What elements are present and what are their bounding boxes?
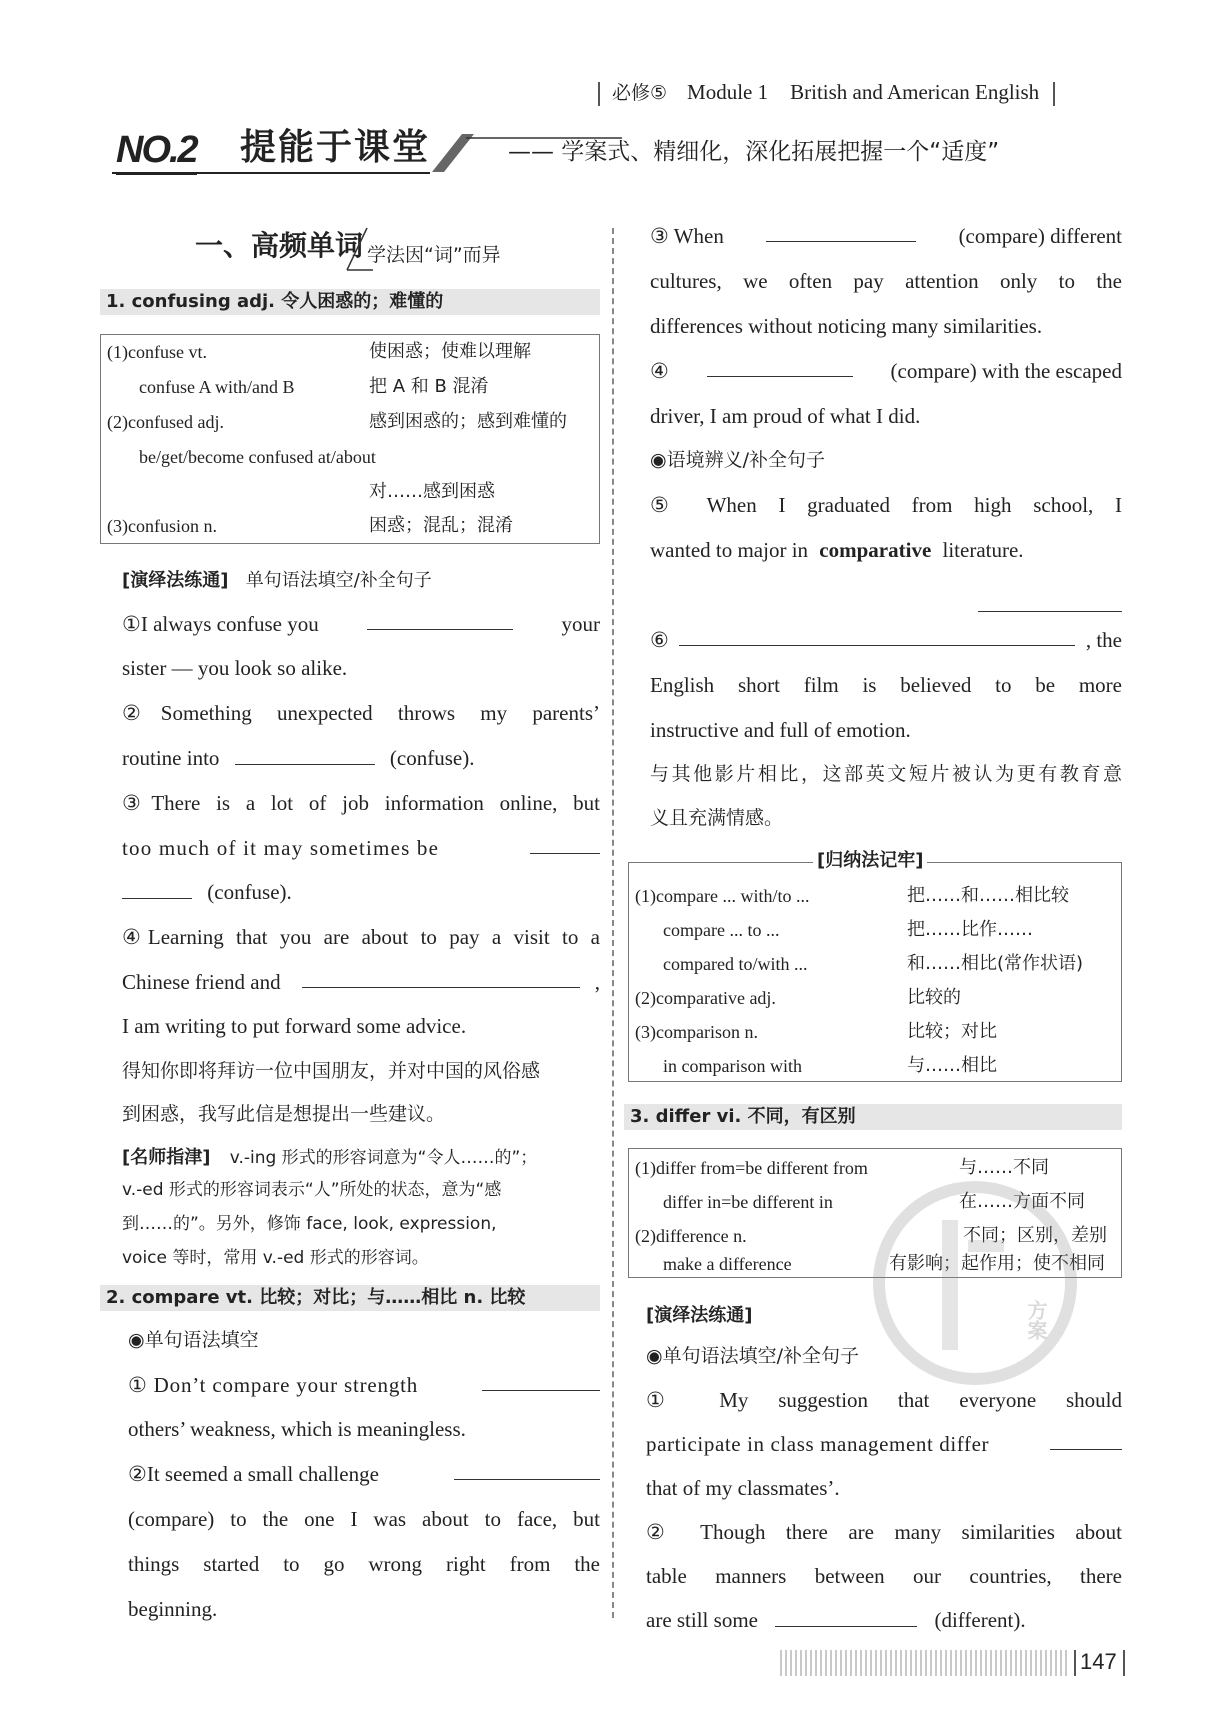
d2-line2: table manners between our countries, there [646,1564,1122,1588]
c6-text-a: ⑥ [650,628,669,652]
practice-tag-2: [演绎法练通] [646,1305,753,1326]
q4-line3: I am writing to put forward some advice. [122,1014,467,1038]
box1-en-2: (2)confused adj. [107,412,224,432]
c5-answer-blank[interactable] [978,592,1122,612]
box1-zh-5: 困惑；混乱；混淆 [369,515,513,536]
q4-blank[interactable] [302,968,580,988]
seal-icon [872,1180,1078,1386]
c4-blank[interactable] [707,357,853,377]
q3-line3 [122,878,292,906]
c6-text-b: , the [1085,628,1122,652]
q1-line1 [122,610,600,638]
box3-zh-1: 在……方面不同 [959,1191,1085,1212]
c5-bold-word: comparative [819,538,932,562]
q2-blank[interactable] [235,745,375,765]
box3-en-3: make a difference [663,1254,792,1274]
banner [112,124,1122,174]
c3-line2: cultures, we often pay attention only to the [650,269,1122,293]
box2-zh-4: 比较；对比 [907,1021,997,1042]
d1-line3: that of my classmates’. [646,1476,840,1500]
box1-en-3: be/get/become confused at/about [139,447,376,467]
tip-text-1: v.-ing 形式的形容词意为“令人……的”； [229,1148,538,1168]
q1-line2: sister — you look so alike. [122,656,348,680]
c2-line2: (compare) to the one I was about to face, but [128,1507,600,1531]
tip-line4: voice 等时，常用 v.-ed 形式的形容词。 [122,1248,429,1268]
box2-zh-0: 把……和……相比较 [907,885,1069,906]
tip-tag: [名师指津] [122,1147,211,1168]
d2-text-d: (different). [934,1608,1026,1632]
box1-zh-4: 对……感到困惑 [369,481,495,502]
item1-title: 1. confusing adj. 令人困惑的；难懂的 [100,289,600,315]
c2-line3: things started to go wrong right from the [128,1552,600,1576]
c3-text-a: ③ When [650,224,724,248]
c2-text-a: ②It seemed a small challenge [128,1462,379,1486]
box1-en-1: confuse A with/and B [139,377,295,397]
d1-text-b: participate in class management differ [646,1432,990,1456]
box3-en-2: (2)difference n. [635,1226,747,1246]
c5-text-end: literature. [942,538,1024,562]
header-book: 必修⑤ [612,82,668,104]
banner-subtitle: —— 学案式、精细化，深化拓展把握一个“适度” [508,139,1000,165]
c6-line3: instructive and full of emotion. [650,718,911,742]
vocab-box-compare [628,850,1122,1082]
q3-text-b: too much of it may sometimes be [122,836,440,860]
q4-zh-line2: 到困惑，我写此信是想提出一些建议。 [122,1103,446,1125]
q2-text-c: (confuse). [389,746,475,770]
q4-zh-line1: 得知你即将拜访一位中国朋友，并对中国的风俗感 [122,1060,541,1082]
c2-blank[interactable] [454,1460,600,1480]
box1-zh-2: 感到困惑的；感到难懂的 [369,411,567,432]
c4-text-a: ④ [650,359,669,383]
c5-line1: ⑤ When I graduated from high school, I [650,493,1122,517]
page-header [598,76,1118,108]
practice-heading-2 [646,1300,752,1330]
c3-line3: differences without noticing many similarities. [650,314,1043,338]
d1-line1: ① My suggestion that everyone should [646,1388,1122,1412]
q1-text-b: your [561,612,600,636]
banner-rule [112,172,430,174]
banner-number: NO.2 [116,128,197,175]
c6-line2: English short film is believed to be more [650,673,1122,697]
q3-text-c: (confuse). [207,880,292,904]
page-number-text: 147 [1080,1649,1117,1674]
c2-line4: beginning. [128,1597,218,1621]
q1-blank[interactable] [367,610,513,630]
box2-en-3: (2)comparative adj. [635,988,776,1008]
box2-en-1: compare ... to ... [663,920,780,940]
tip-line1 [122,1142,537,1172]
practice-label-1: 单句语法填空/补全句子 [245,570,432,591]
tip-line2: v.-ed 形式的形容词表示“人”所处的状态，意为“感 [122,1180,502,1200]
box1-zh-0: 使困惑；使难以理解 [369,341,531,362]
c6-line1 [650,626,1122,654]
box2-zh-2: 和……相比(常作状语) [907,953,1084,974]
box2-en-5: in comparison with [663,1056,802,1076]
c4-text-b: (compare) with the escaped [890,359,1122,383]
box2-en-4: (3)comparison n. [635,1022,758,1042]
tip-line3: 到……的”。另外，修饰 face, look, expression, [122,1214,497,1234]
q2-line1: ②Something unexpected throws my parents’ [122,701,600,725]
c6-blank[interactable] [679,626,1075,646]
page-number [1074,1646,1125,1678]
d1-line2 [646,1430,1122,1458]
box2-zh-5: 与……相比 [907,1055,997,1076]
c3-blank[interactable] [766,222,916,242]
section-title: 一、高频单词 [195,229,364,262]
header-module: Module 1 [687,80,769,104]
d1-blank[interactable] [1050,1430,1122,1450]
d2-line3 [646,1606,1026,1634]
box3-en-0: (1)differ from=be different from [635,1158,868,1178]
box1-zh-1: 把 A 和 B 混淆 [369,376,489,397]
box2-zh-1: 把……比作…… [907,919,1033,940]
box2-zh-3: 比较的 [907,987,961,1008]
box3-zh-0: 与……不同 [959,1157,1049,1178]
c1-text-a: ① Don’t compare your strength [128,1373,419,1397]
c4-line1 [650,357,1122,385]
c1-blank[interactable] [482,1371,600,1391]
seal-text: 方案 [1024,1300,1048,1340]
column-divider [612,228,614,1618]
q3-blank-b[interactable] [122,879,192,899]
section-heading [195,226,535,272]
ctx-heading: ◉语境辨义/补全句子 [650,449,825,471]
summary-tag: [归纳法记牢] [813,849,927,873]
q3-blank-a[interactable] [530,834,600,854]
c1-line2: others’ weakness, which is meaningless. [128,1417,466,1441]
q4-text-b: Chinese friend and [122,970,281,994]
c2-line1 [128,1460,600,1488]
c5-text-b: wanted to major in [650,538,809,562]
box2-en-2: compared to/with ... [663,954,808,974]
q4-line2 [122,968,600,996]
header-topic: British and American English [790,80,1040,104]
item2-title: 2. compare vt. 比较；对比；与……相比 n. 比较 [100,1285,600,1311]
c3-line1 [650,222,1122,250]
c5-line2 [650,536,1024,564]
q2-line2 [122,744,474,772]
item3-sub: ◉单句语法填空/补全句子 [646,1345,859,1367]
q3-line1: ③There is a lot of job information online, but [122,791,600,815]
d2-text-c: are still some [646,1608,758,1632]
c6-zh-line1: 与其他影片相比，这部英文短片被认为更有教育意 [650,763,1122,785]
section-subtitle: 学法因“词”而异 [367,244,501,266]
item2-sub: ◉单句语法填空 [128,1329,259,1351]
box3-zh-2: 不同；区别，差别 [963,1225,1107,1246]
box3-en-1: differ in=be different in [663,1192,833,1212]
box3-zh-3: 有影响；起作用；使不相同 [889,1253,1105,1274]
practice-heading-1 [122,565,432,595]
c3-text-b: (compare) different [958,224,1122,248]
c6-zh-line2: 义且充满情感。 [650,807,784,829]
vocab-box-confuse [100,334,600,544]
footer-pattern [780,1650,1070,1676]
banner-title: 提能于课堂 [240,127,431,168]
item3-title: 3. differ vi. 不同，有区别 [624,1104,1122,1130]
watermark-seal [872,1180,1078,1386]
q3-line2 [122,834,600,862]
q1-text-a: ①I always confuse you [122,612,319,636]
practice-tag-1: [演绎法练通] [122,570,229,591]
q2-text-b: routine into [122,746,220,770]
d2-line1: ② Though there are many similarities about [646,1520,1122,1544]
c1-line1 [128,1371,600,1399]
box1-en-5: (3)confusion n. [107,516,217,536]
box2-en-0: (1)compare ... with/to ... [635,886,810,906]
c4-line2: driver, I am proud of what I did. [650,404,921,428]
d2-blank[interactable] [775,1607,917,1627]
box1-en-0: (1)confuse vt. [107,342,207,362]
q4-line1: ④Learning that you are about to pay a visit to a [122,925,600,949]
q4-text-c: , [594,970,600,994]
